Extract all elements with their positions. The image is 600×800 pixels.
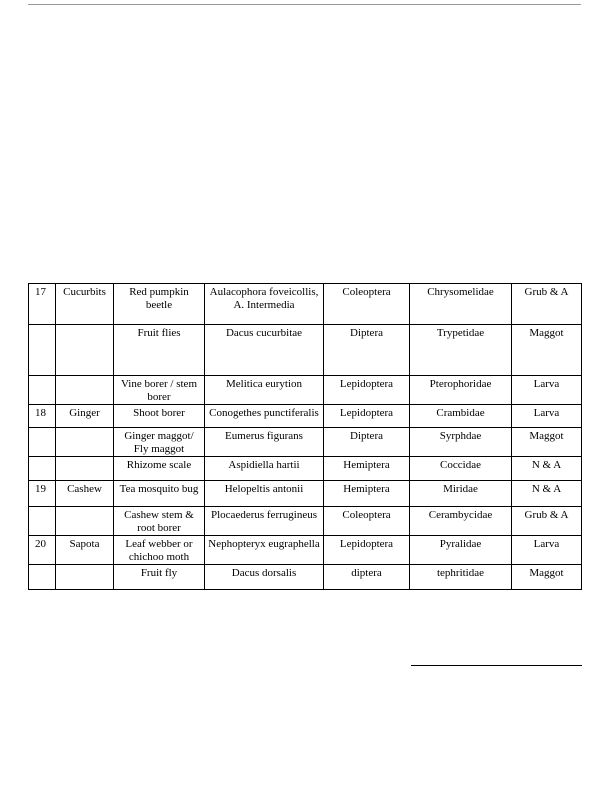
insect-order-cell: Lepidoptera <box>324 536 410 565</box>
crop-name-cell: Cucurbits <box>56 284 114 325</box>
pest-name-cell: Tea mosquito bug <box>114 481 205 507</box>
insect-family-cell: tephritidae <box>410 565 512 590</box>
scientific-name-cell: Melitica eurytion <box>205 376 324 405</box>
insect-family-cell: Cerambycidae <box>410 507 512 536</box>
row-number-cell <box>29 565 56 590</box>
table-row <box>29 457 582 481</box>
crop-name-cell <box>56 376 114 405</box>
scientific-name-cell: Aulacophora foveicollis, A. Intermedia <box>205 284 324 325</box>
scientific-name-cell: Eumerus figurans <box>205 428 324 457</box>
insect-family-cell: Syrphdae <box>410 428 512 457</box>
row-number-cell <box>29 507 56 536</box>
crop-name-cell <box>56 565 114 590</box>
damaging-stage-cell: N & A <box>512 481 582 507</box>
footnote-rule <box>411 665 582 666</box>
insect-order-cell: Diptera <box>324 325 410 376</box>
scientific-name-cell: Helopeltis antonii <box>205 481 324 507</box>
page-top-rule <box>28 4 581 5</box>
row-number-cell <box>29 325 56 376</box>
row-number-cell: 20 <box>29 536 56 565</box>
scientific-name-cell: Aspidiella hartii <box>205 457 324 481</box>
damaging-stage-cell: Maggot <box>512 325 582 376</box>
insect-order-cell: Hemiptera <box>324 481 410 507</box>
insect-family-cell: Pterophoridae <box>410 376 512 405</box>
pest-name-cell: Rhizome scale <box>114 457 205 481</box>
row-number-cell: 17 <box>29 284 56 325</box>
scientific-name-cell: Nephopteryx eugraphella <box>205 536 324 565</box>
insect-family-cell: Coccidae <box>410 457 512 481</box>
damaging-stage-cell: Larva <box>512 405 582 428</box>
damaging-stage-cell: N & A <box>512 457 582 481</box>
pest-name-cell: Fruit flies <box>114 325 205 376</box>
row-number-cell <box>29 428 56 457</box>
insect-order-cell: Coleoptera <box>324 284 410 325</box>
scientific-name-cell: Dacus dorsalis <box>205 565 324 590</box>
pest-name-cell: Vine borer / stem borer <box>114 376 205 405</box>
table-row <box>29 428 582 457</box>
crop-name-cell <box>56 325 114 376</box>
insect-order-cell: Lepidoptera <box>324 405 410 428</box>
row-number-cell <box>29 376 56 405</box>
insect-family-cell: Pyralidae <box>410 536 512 565</box>
damaging-stage-cell: Grub & A <box>512 284 582 325</box>
table-row <box>29 536 582 565</box>
pest-name-cell: Ginger maggot/ Fly maggot <box>114 428 205 457</box>
pest-name-cell: Red pumpkin beetle <box>114 284 205 325</box>
pest-name-cell: Cashew stem & root borer <box>114 507 205 536</box>
pest-table-body <box>29 284 582 590</box>
damaging-stage-cell: Grub & A <box>512 507 582 536</box>
damaging-stage-cell: Larva <box>512 376 582 405</box>
table-row <box>29 507 582 536</box>
crop-name-cell <box>56 507 114 536</box>
scientific-name-cell: Dacus cucurbitae <box>205 325 324 376</box>
pest-table <box>28 283 582 590</box>
insect-order-cell: Coleoptera <box>324 507 410 536</box>
crop-name-cell: Sapota <box>56 536 114 565</box>
row-number-cell: 18 <box>29 405 56 428</box>
table-row <box>29 481 582 507</box>
insect-family-cell: Miridae <box>410 481 512 507</box>
pest-name-cell: Leaf webber or chichoo moth <box>114 536 205 565</box>
insect-order-cell: Lepidoptera <box>324 376 410 405</box>
table-row <box>29 376 582 405</box>
insect-order-cell: diptera <box>324 565 410 590</box>
row-number-cell: 19 <box>29 481 56 507</box>
table-row <box>29 565 582 590</box>
insect-family-cell: Trypetidae <box>410 325 512 376</box>
crop-name-cell: Cashew <box>56 481 114 507</box>
pest-name-cell: Fruit fly <box>114 565 205 590</box>
insect-family-cell: Chrysomelidae <box>410 284 512 325</box>
scientific-name-cell: Conogethes punctiferalis <box>205 405 324 428</box>
crop-name-cell <box>56 428 114 457</box>
table-row <box>29 284 582 325</box>
damaging-stage-cell: Maggot <box>512 428 582 457</box>
table-row <box>29 405 582 428</box>
crop-name-cell: Ginger <box>56 405 114 428</box>
pest-name-cell: Shoot borer <box>114 405 205 428</box>
damaging-stage-cell: Larva <box>512 536 582 565</box>
insect-family-cell: Crambidae <box>410 405 512 428</box>
scientific-name-cell: Plocaederus ferrugineus <box>205 507 324 536</box>
damaging-stage-cell: Maggot <box>512 565 582 590</box>
insect-order-cell: Hemiptera <box>324 457 410 481</box>
crop-name-cell <box>56 457 114 481</box>
table-row <box>29 325 582 376</box>
insect-order-cell: Diptera <box>324 428 410 457</box>
row-number-cell <box>29 457 56 481</box>
